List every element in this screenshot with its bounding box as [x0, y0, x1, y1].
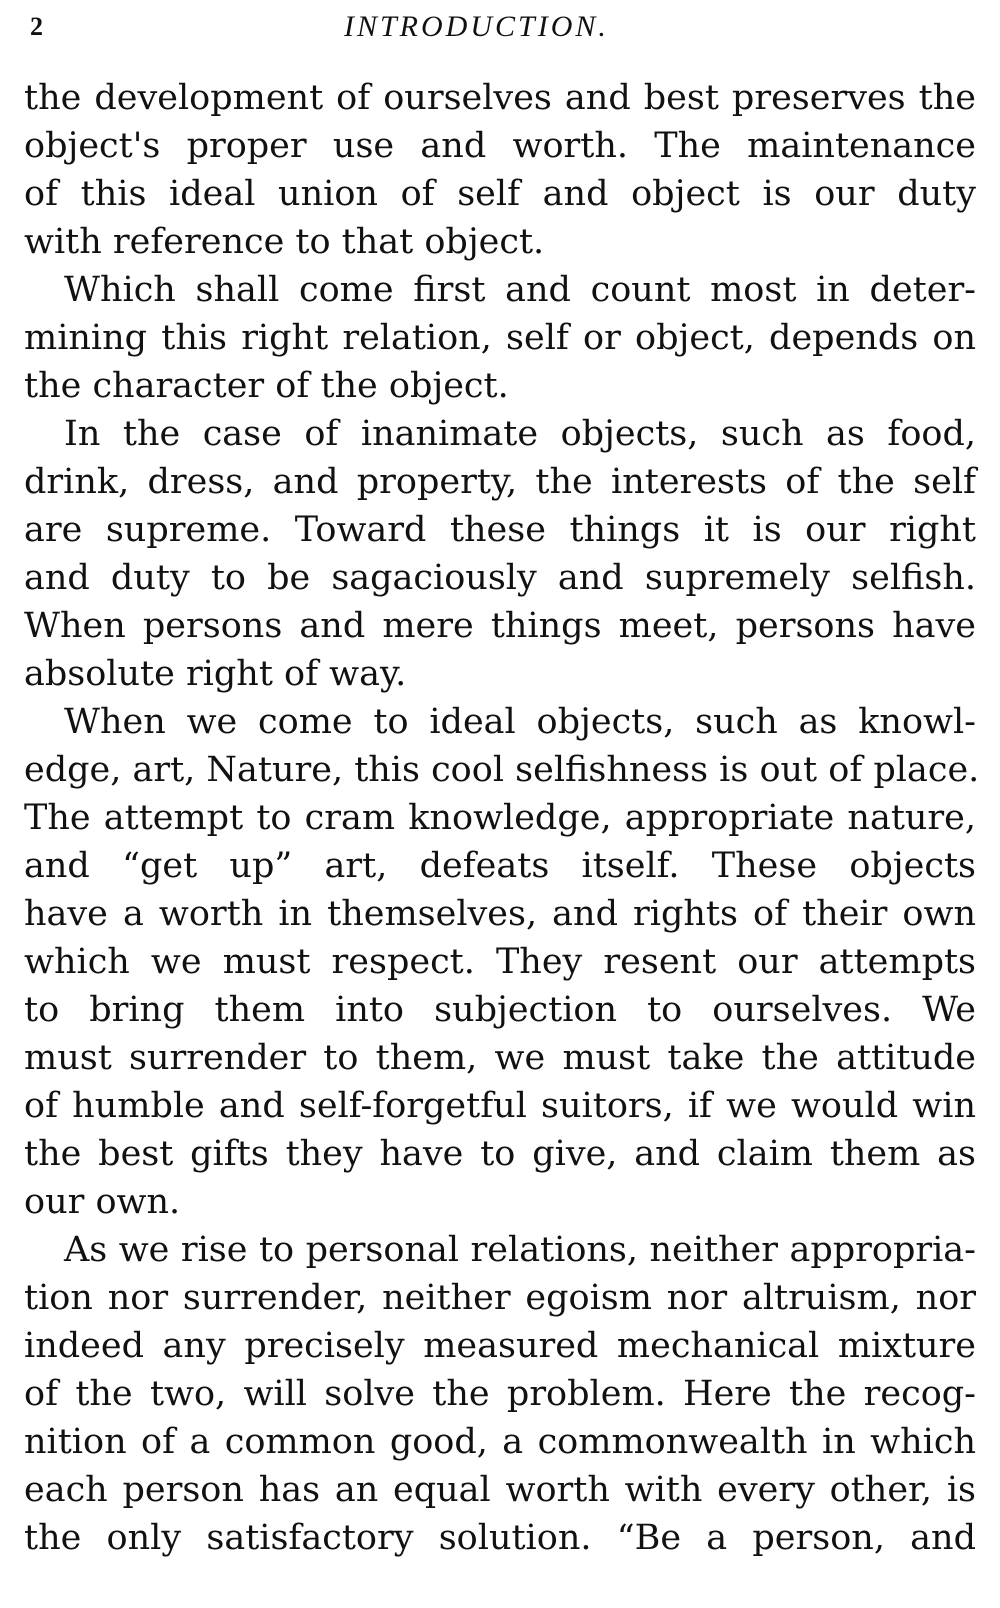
text-line: to bring them into subjection to ourselves. We — [24, 990, 976, 1030]
paragraph — [24, 266, 976, 410]
text-line: which we must respect. They resent our attempts — [24, 942, 976, 982]
text-line: are supreme. Toward these things it is our right — [24, 510, 976, 550]
text-line: and duty to be sagaciously and supremely selfish. — [24, 558, 976, 598]
text-line: the development of ourselves and best preserves the — [24, 78, 976, 118]
text-line: and “get up” art, defeats itself. These objects — [24, 846, 976, 886]
text-line: of humble and self-forgetful suitors, if we would win — [24, 1086, 976, 1126]
text-line: our own. — [24, 1182, 181, 1222]
body-text — [24, 74, 980, 1562]
text-line: the best gifts they have to give, and claim them as — [24, 1134, 976, 1174]
text-line: with reference to that object. — [24, 222, 545, 262]
text-line: object's proper use and worth. The maintenance — [24, 126, 976, 166]
paragraph — [24, 74, 976, 266]
text-line: nition of a common good, a commonwealth in which — [24, 1422, 976, 1462]
text-line: As we rise to personal relations, neither appropria- — [64, 1230, 976, 1270]
paragraph — [24, 698, 980, 1226]
text-line: indeed any precisely measured mechanical mixture — [24, 1326, 976, 1366]
text-line: of the two, will solve the problem. Here the recog- — [24, 1374, 976, 1414]
page-number: 2 — [30, 12, 43, 41]
text-line: mining this right relation, self or object, depends on — [24, 318, 976, 358]
text-line: edge, art, Nature, this cool selfishness is out of place. — [24, 750, 980, 790]
paragraph — [24, 1226, 976, 1562]
text-line: tion nor surrender, neither egoism nor altruism, nor — [24, 1278, 976, 1318]
text-line: each person has an equal worth with every other, is — [24, 1470, 976, 1510]
running-head — [24, 8, 984, 48]
text-line: have a worth in themselves, and rights of their own — [24, 894, 976, 934]
text-line: drink, dress, and property, the interests of the self — [24, 462, 976, 502]
text-line: When persons and mere things meet, persons have — [24, 606, 976, 646]
text-line: absolute right of way. — [24, 654, 407, 694]
text-line: the character of the object. — [24, 366, 509, 406]
text-line: must surrender to them, we must take the attitude — [24, 1038, 976, 1078]
text-line: The attempt to cram knowledge, appropriate nature, — [24, 798, 976, 838]
text-line: Which shall come first and count most in deter- — [64, 270, 976, 310]
text-line: of this ideal union of self and object is our duty — [24, 174, 976, 214]
paragraph — [24, 410, 976, 698]
text-line: the only satisfactory solution. “Be a person, and — [24, 1518, 976, 1558]
text-line: When we come to ideal objects, such as knowl- — [64, 702, 976, 742]
running-title: INTRODUCTION. — [344, 10, 609, 43]
text-line: In the case of inanimate objects, such as food, — [64, 414, 976, 454]
